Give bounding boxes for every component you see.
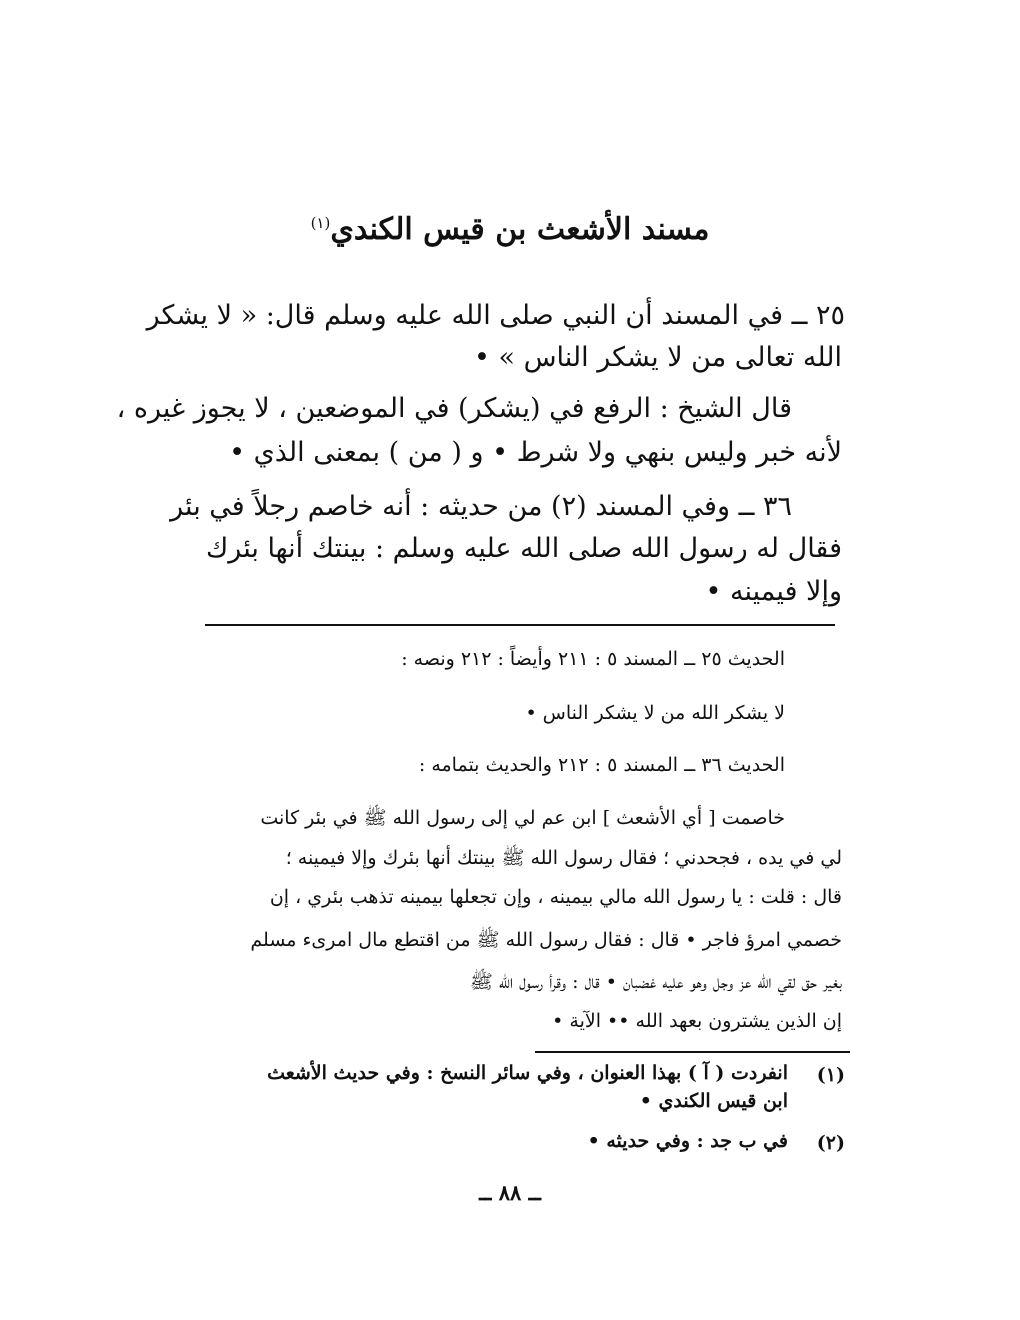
main-line-6: فقال له رسول الله صلى الله عليه وسلم : بينتك أنها بئرك [206,533,842,564]
note-line-8: بغير حق لقي الله عز وجل وهو عليه غضبان • قال : وقرأ رسول الله ﷺ [469,971,842,993]
page-title [0,212,1020,247]
separator-rule [205,624,835,626]
note-line-9: إن الذين يشترون بعهد الله •• الآية • [552,1010,842,1032]
main-line-7: وإلا فيمينه • [705,576,842,607]
main-line-4: لأنه خبر وليس بنهي ولا شرط • و ( من ) بمعنى الذي • [229,437,842,468]
note-line-6: قال : قلت : يا رسول الله مالي بيمينه ، وإن تجعلها بيمينه تذهب بئري ، إن [269,886,842,908]
note-line-1: الحديث ٢٥ ــ المسند ٥ : ٢١١ وأيضاً : ٢١٢ ونصه : [401,648,785,670]
title-footnote-ref: (١) [310,214,331,232]
footnote-2-line-1: في ب جد : وفي حديثه • [587,1130,788,1152]
title-text: مسند الأشعث بن قيس الكندي [330,212,710,247]
note-line-2: لا يشكر الله من لا يشكر الناس • [525,702,785,724]
note-line-3: الحديث ٣٦ ــ المسند ٥ : ٢١٢ والحديث بتمامه : [418,754,785,776]
footnote-1-line-2: ابن قيس الكندي • [639,1090,788,1112]
note-line-4: خاصمت [ أي الأشعث ] ابن عم لي إلى رسول الله ﷺ في بئر كانت [260,807,785,829]
page-number: ــ ٨٨ ــ [479,1180,541,1205]
footnote-1-number: (١) [816,1064,845,1086]
main-line-3: قال الشيخ : الرفع في (يشكر) في الموضعين ، لا يجوز غيره ، [116,393,792,424]
note-line-7: خصمي امرؤ فاجر • قال : فقال رسول الله ﷺ من اقتطع مال امرىء مسلم [250,929,842,951]
footnote-2-number: (٢) [816,1132,845,1154]
note-line-5: لي في يده ، فجحدني ؛ فقال رسول الله ﷺ بينتك أنها بئرك وإلا فيمينه ؛ [285,847,842,869]
footnote-1-line-1: انفردت ( آ ) بهذا العنوان ، وفي سائر النسخ : وفي حديث الأشعث [267,1062,788,1084]
footnote-rule [535,1051,850,1053]
main-line-5: ٣٦ ــ وفي المسند (٢) من حديثه : أنه خاصم رجلاً في بئر [170,491,792,522]
main-line-1: ٢٥ ــ في المسند أن النبي صلى الله عليه وسلم قال: « لا يشكر [146,300,845,331]
main-line-2: الله تعالى من لا يشكر الناس » • [473,342,842,373]
